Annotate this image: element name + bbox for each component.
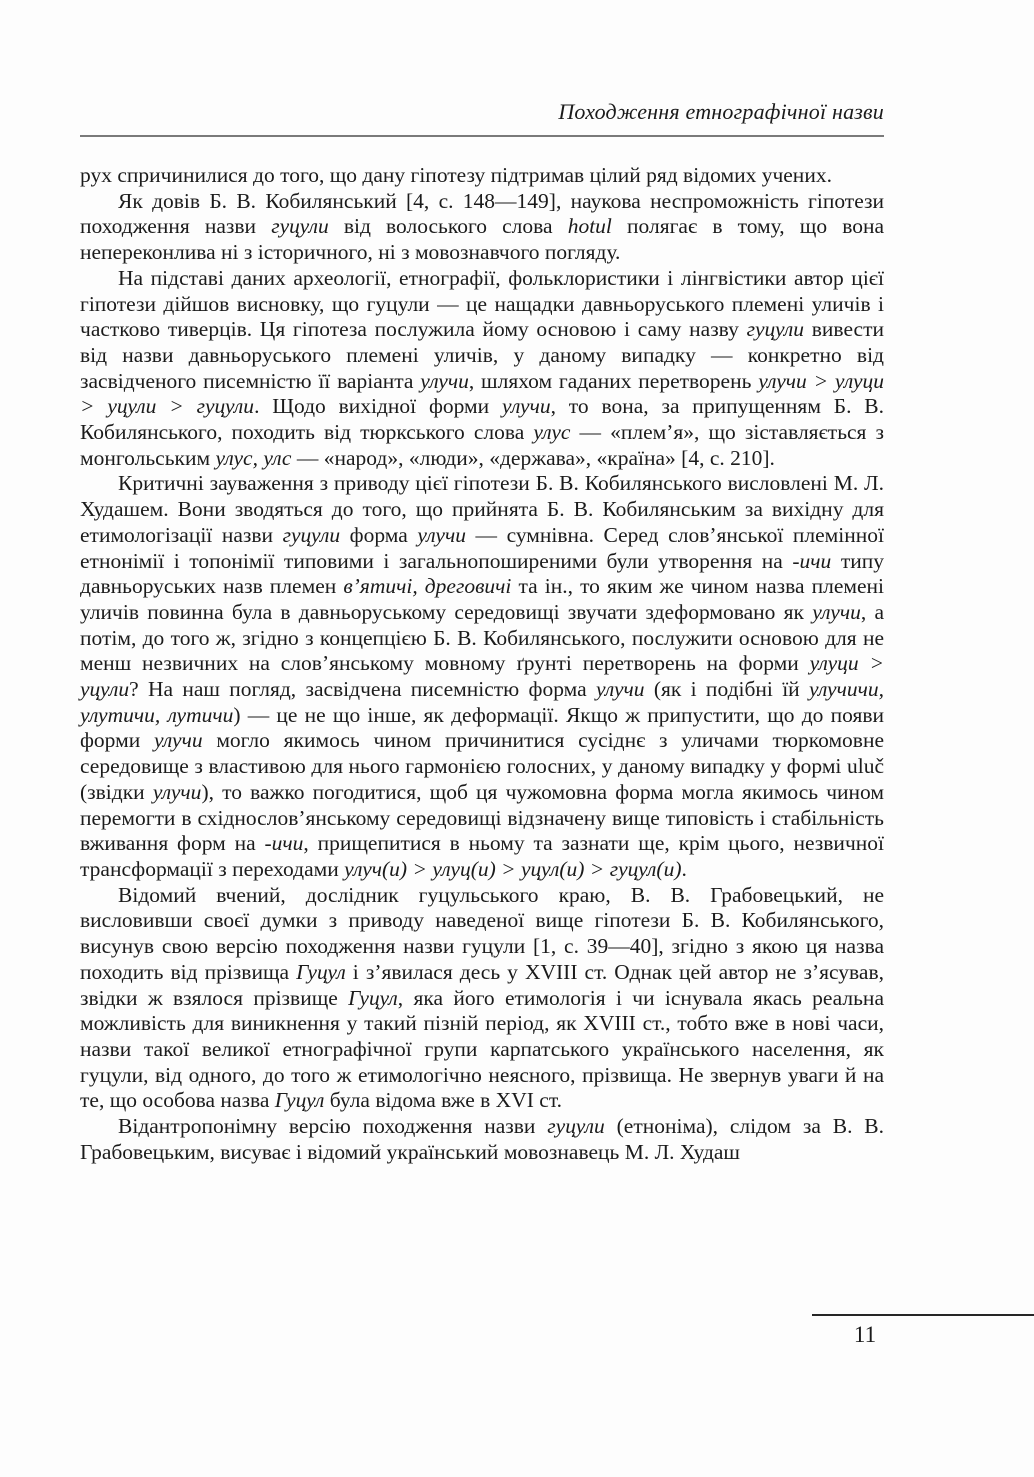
paragraph: [80, 189, 884, 266]
text-block: [80, 98, 884, 1165]
italic-term: -ичи: [792, 548, 832, 573]
paragraph: [80, 266, 884, 472]
italic-term: улучи: [595, 677, 645, 702]
text-run: , яка його етимологія і чи існувала якась реальна можливість для виникнення у такий пізній період, як XVIII ст., тобто вже в нові часи, назви такої великої етнографічної групи карпатського українського населення, як гуцули, від одного, до того ж етимологічно неясного, прізвища. Не звернув уваги й на те, що особова назва: [80, 985, 884, 1113]
paragraph: [80, 163, 884, 189]
text-run: ) — це не що інше, як деформації. Якщо ж припустити, що до появи форми: [80, 702, 884, 753]
text-run: Критичні зауваження з приводу цієї гіпотези Б. В. Кобилянського висловлені М. Л. Худашем. Вони зводяться до того, що прийнята Б. В. Кобилянським за вихідну для етимологізації назви: [80, 471, 884, 547]
text-run: і з’явилася десь у XVIII ст. Однак цей автор не з’ясував, звідки ж взялося прізвище: [80, 959, 884, 1010]
italic-term: hotul: [567, 214, 612, 239]
italic-term: улучи: [420, 368, 469, 393]
text-run: (етноніма), слідом за В. В. Грабовецьким, висуває і відомий український мовознавець М. Л. Худаш: [80, 1114, 885, 1164]
italic-term: улус, улс: [215, 445, 292, 470]
italic-term: улус: [533, 420, 571, 445]
italic-term: улучи: [417, 522, 466, 547]
italic-term: улучи: [812, 599, 861, 624]
text-run: ), то важко погодитися, щоб ця чужомовна форма могла якимось чином перемогти в східнослов’янському середовищі відзначену вище типовість і стабільність вживання форм на: [80, 779, 884, 856]
text-run: , то вона, за припущенням Б. В. Кобилянського, походить від тюркського слова: [80, 394, 884, 445]
text-run: — «народ», «люди», «держава», «країна» [4, с. 210].: [291, 445, 775, 470]
footer-rule: [812, 1314, 1034, 1316]
italic-term: в’ятичі, дреговичі: [343, 574, 512, 599]
text-run: На підставі даних археології, етнографії, фольклористики і лінгвістики автор цієї гіпотези дійшов висновку, що гуцули — це нащадки давньоруського племені уличів і частково тиверців. Ця гіпотеза послужила йому основою і саму назву: [80, 265, 884, 342]
italic-term: улуци > уцули: [80, 651, 884, 702]
italic-term: Гуцул: [296, 959, 346, 984]
paragraph: [80, 883, 884, 1114]
text-run: була відома вже в XVI ст.: [324, 1088, 562, 1113]
text-run: типу давньоруських назв племен: [80, 548, 884, 599]
italic-term: улуч(и) > улуц(и) > уцул(и) > гуцул(и): [344, 856, 682, 881]
text-run: рух спричинилися до того, що дану гіпотезу підтримав цілий ряд відомих учених.: [80, 163, 832, 187]
italic-term: гуцули: [271, 214, 329, 239]
text-run: (як і подібні їй: [644, 677, 809, 702]
text-run: ? На наш погляд, засвідчена писемністю форма: [129, 677, 596, 702]
text-run: від волоського слова: [328, 214, 568, 239]
running-header-title: Походження етнографічної назви: [80, 98, 884, 137]
text-run: форма: [340, 522, 418, 547]
italic-term: гуцули: [547, 1114, 605, 1139]
text-run: вивести від назви давньоруського племені уличів, у даному випадку — конкретно від засвідченого писемністю її варіанта: [80, 317, 884, 393]
body-paragraphs: [80, 163, 884, 1165]
text-run: — сумнівна. Серед слов’янської племінної етнонімії і топонімії типовими і загальнопоширеними були утворення на: [80, 522, 884, 573]
italic-term: улучичи, улутичи, лутичи: [80, 677, 884, 727]
italic-term: -ичи: [264, 831, 304, 856]
text-run: , а потім, до того ж, згідно з концепцією Б. В. Кобилянського, послужити основою для не менш незвичних на слов’янському мовному ґрунті перетворень на форми: [80, 599, 884, 676]
italic-term: Гуцул: [274, 1088, 325, 1113]
paragraph: [80, 1114, 884, 1165]
text-run: Як довів Б. В. Кобилянський [4, с. 148—149], наукова неспроможність гіпотези походження назви: [80, 188, 884, 239]
italic-term: улучи > улуци > уцули > гуцули: [80, 368, 884, 419]
text-run: , прищепитися в ньому та зазнати ще, крім цього, незвичної трансформації з переходами: [80, 831, 884, 881]
text-run: .: [681, 856, 687, 881]
page-number: 11: [853, 1322, 877, 1347]
text-run: та ін., то яким же чином назва племені уличів повинна була в давньоруському середовищі звучати здеформовано як: [80, 574, 885, 624]
text-run: Відомий вчений, дослідник гуцульського краю, В. В. Грабовецький, не висловивши своєї думки з приводу наведеної вище гіпотези Б. В. Кобилянського, висунув свою версію походження назви гуцули [1, с. 39—40], згідно з якою ця назва походить від прізвища: [80, 882, 884, 984]
text-run: полягає в тому, що вона непереконлива ні з історичного, ні з мовознавчого погляду.: [80, 214, 885, 265]
text-run: Відантропонімну версію походження назви: [118, 1114, 548, 1139]
italic-term: Гуцул: [348, 985, 398, 1010]
italic-term: улучи: [153, 728, 203, 753]
paragraph: [80, 471, 884, 882]
text-run: могло якимось чином причинитися сусіднє з уличами тюркомовне середовище з властивою для нього гармонією голосних, у даному випадку у формі uluč (звідки: [80, 728, 885, 804]
italic-term: гуцули: [746, 317, 805, 342]
italic-term: гуцули: [282, 522, 341, 547]
italic-term: улучи: [152, 779, 202, 804]
italic-term: улучи: [501, 394, 551, 419]
text-run: , шляхом гаданих перетворень: [468, 368, 759, 393]
text-run: . Щодо вихідної форми: [254, 394, 502, 419]
text-run: — «плем’я», що зіставляється з монгольським: [80, 420, 884, 470]
